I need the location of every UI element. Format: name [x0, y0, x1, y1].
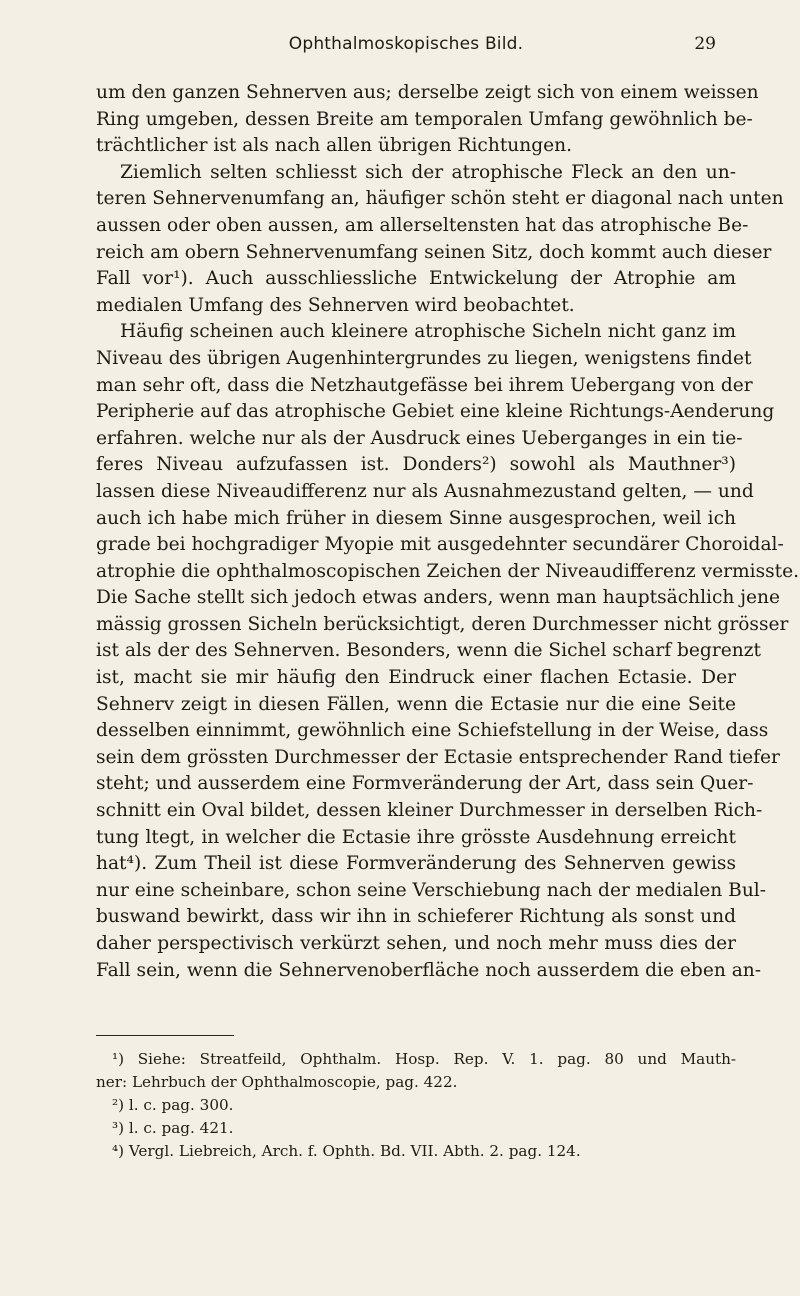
text-line: trächtlicher ist als nach allen übrigen Richtungen. [96, 135, 573, 157]
text-line: Fall sein, wenn die Sehnervenoberfläche noch ausserdem die eben an- [96, 959, 762, 981]
running-head [96, 34, 716, 58]
text-line: Ziemlich selten schliesst sich der atrophische Fleck an den un- [120, 161, 736, 183]
text-line: Sehnerv zeigt in diesen Fällen, wenn die Ectasie nur die eine Seite [96, 693, 736, 715]
text-line: sein dem grössten Durchmesser der Ectasie entsprechender Rand tiefer [96, 746, 780, 768]
text-line: ist, macht sie mir häufig den Eindruck einer flachen Ectasie. Der [96, 667, 736, 689]
text-line: um den ganzen Sehnerven aus; derselbe zeigt sich von einem weissen [96, 82, 759, 103]
text-line: Ring umgeben, dessen Breite am temporalen Umfang gewöhnlich be- [96, 108, 753, 130]
text-line: auch ich habe mich früher in diesem Sinne ausgesprochen, weil ich [96, 507, 736, 529]
text-line: hat⁴). Zum Theil ist diese Formveränderung des Sehnerven gewiss [96, 853, 736, 875]
text-line: steht; und ausserdem eine Formveränderung der Art, dass sein Quer- [96, 773, 754, 795]
text-line: atrophie die ophthalmoscopischen Zeichen der Niveaudifferenz vermisste. [96, 560, 800, 582]
text-line: schnitt ein Oval bildet, dessen kleiner Durchmesser in derselben Rich- [96, 800, 763, 822]
page-number: 29 [694, 34, 716, 54]
footnotes [96, 1048, 736, 1163]
footnote-line: ¹) Siehe: Streatfeild, Ophthalm. Hosp. Rep. V. 1. pag. 80 und Mauth- [112, 1050, 736, 1068]
text-line: nur eine scheinbare, schon seine Verschiebung nach der medialen Bul- [96, 879, 767, 901]
footnote-line: ³) l. c. pag. 421. [112, 1119, 234, 1137]
text-line: feres Niveau aufzufassen ist. Donders²) sowohl als Mauthner³) [96, 454, 736, 476]
text-line: tung ltegt, in welcher die Ectasie ihre grösste Ausdehnung erreicht [96, 826, 736, 848]
text-line: buswand bewirkt, dass wir ihn in schieferer Richtung als sonst und [96, 906, 736, 928]
footnote-rule [96, 1035, 234, 1036]
footnote-line: ⁴) Vergl. Liebreich, Arch. f. Ophth. Bd. VII. Abth. 2. pag. 124. [112, 1142, 581, 1160]
text-line: erfahren. welche nur als der Ausdruck eines Ueberganges in ein tie- [96, 427, 743, 449]
footnote-line: ²) l. c. pag. 300. [112, 1096, 234, 1114]
text-line: aussen oder oben aussen, am allerseltensten hat das atrophische Be- [96, 214, 749, 236]
text-line: ist als der des Sehnerven. Besonders, wenn die Sichel scharf begrenzt [96, 640, 761, 662]
footnote-line: ner: Lehrbuch der Ophthalmoscopie, pag. 422. [96, 1073, 458, 1091]
text-line: lassen diese Niveaudifferenz nur als Ausnahmezustand gelten, — und [96, 480, 754, 502]
running-title: Ophthalmoskopisches Bild. [288, 34, 524, 54]
body-text [96, 80, 800, 984]
text-line: daher perspectivisch verkürzt sehen, und noch mehr muss dies der [96, 933, 736, 954]
text-line: Die Sache stellt sich jedoch etwas anders, wenn man hauptsächlich jene [96, 587, 781, 609]
text-line: Häufig scheinen auch kleinere atrophische Sicheln nicht ganz im [120, 321, 736, 343]
text-line: man sehr oft, dass die Netzhautgefässe bei ihrem Uebergang von der [96, 374, 753, 396]
text-line: Peripherie auf das atrophische Gebiet eine kleine Richtungs-Aenderung [96, 401, 775, 423]
text-line: teren Sehnervenumfang an, häufiger schön steht er diagonal nach unten [96, 188, 784, 210]
text-line: desselben einnimmt, gewöhnlich eine Schiefstellung in der Weise, dass [96, 720, 769, 742]
text-line: grade bei hochgradiger Myopie mit ausgedehnter secundärer Choroidal- [96, 534, 784, 556]
text-line: Fall vor¹). Auch ausschliessliche Entwickelung der Atrophie am [96, 268, 736, 290]
text-line: medialen Umfang des Sehnerven wird beobachtet. [96, 294, 575, 316]
text-line: mässig grossen Sicheln berücksichtigt, deren Durchmesser nicht grösser [96, 613, 789, 635]
text-line: reich am obern Sehnervenumfang seinen Sitz, doch kommt auch dieser [96, 241, 772, 263]
text-line: Niveau des übrigen Augenhintergrundes zu liegen, wenigstens findet [96, 347, 752, 369]
